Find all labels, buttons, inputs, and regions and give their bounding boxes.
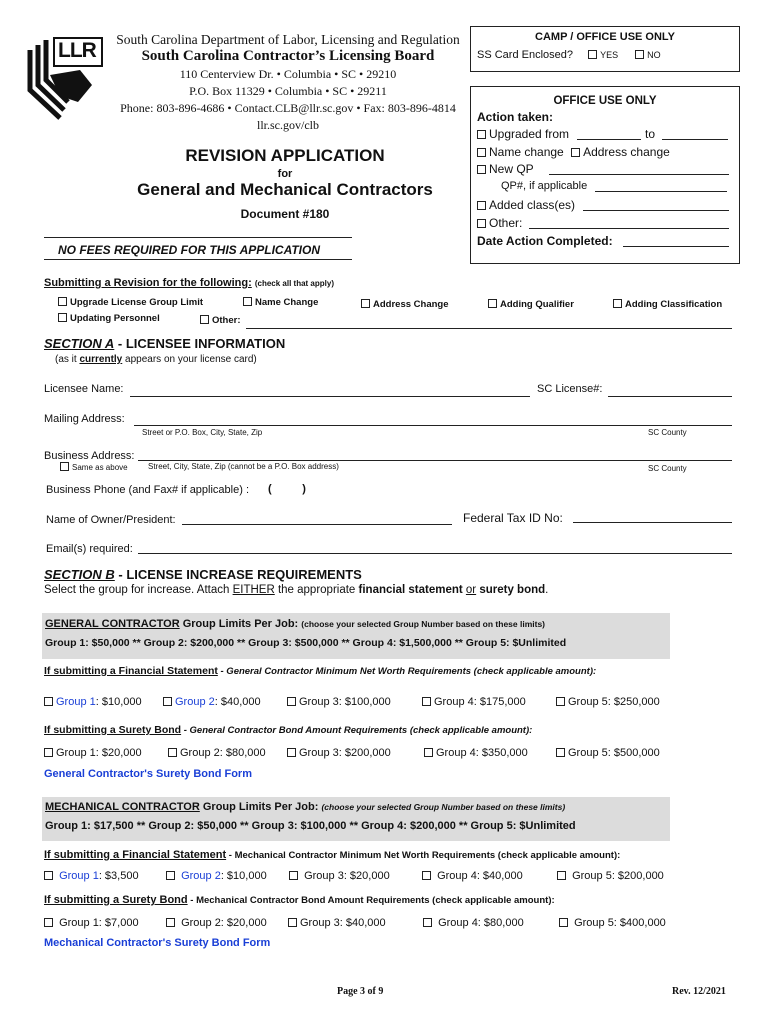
- address-change-office-label: Address change: [583, 145, 670, 159]
- other-field[interactable]: [246, 328, 732, 329]
- mc-fs-amount4: : $40,000: [476, 870, 523, 882]
- camp-title: CAMP / OFFICE USE ONLY: [535, 31, 675, 43]
- gc-surety-bond-form-link[interactable]: General Contractor's Surety Bond Form: [44, 768, 252, 780]
- address-line1: 110 Centerview Dr. • Columbia • SC • 29210: [179, 67, 397, 81]
- gc-fs-rest: - General Contractor Minimum Net Worth Requirements (check applicable amount):: [217, 666, 597, 677]
- same-as-above-label: Same as above: [72, 463, 128, 472]
- gc-title-rest: Group Limits Per Job:: [179, 618, 299, 630]
- gc-sb-group2-checkbox[interactable]: [168, 748, 177, 757]
- phone-line: Phone: 803-896-4686 • Contact.CLB@llr.sc.gov • Fax: 803-896-4814: [120, 101, 456, 115]
- mc-fs-group1: Group 1: [59, 870, 99, 882]
- mailing-label: Mailing Address:: [44, 413, 125, 425]
- opt-other[interactable]: [200, 315, 241, 326]
- gc-fs-group3: Group 3: [299, 696, 339, 708]
- org-line2: South Carolina Contractor’s Licensing Board: [141, 48, 435, 64]
- other-office-line[interactable]: [529, 228, 729, 229]
- page-number: Page 3 of 9: [337, 986, 384, 997]
- gc-sb-group4-checkbox[interactable]: [424, 748, 433, 757]
- business-phone-field[interactable]: ( ): [268, 483, 306, 495]
- updating-personnel-label: Updating Personnel: [70, 313, 160, 324]
- gc-fs-group2: Group 2: [175, 696, 215, 708]
- gc-fs-amount3: : $100,000: [338, 696, 391, 708]
- gc-fs-opt3[interactable]: [287, 696, 391, 708]
- ss-card-row: [477, 49, 739, 61]
- mailing-county-hint: SC County: [648, 428, 687, 437]
- gc-fs-group2-checkbox[interactable]: [163, 697, 172, 706]
- action-taken: Action taken:: [477, 110, 554, 124]
- section-b-heading: [44, 567, 362, 582]
- mc-fs-amount5: : $200,000: [611, 870, 664, 882]
- fed-tax-field[interactable]: [573, 522, 732, 523]
- address-change-checkbox[interactable]: [361, 299, 370, 308]
- address-line2: P.O. Box 11329 • Columbia • SC • 29211: [189, 84, 387, 98]
- mc-sb-label1: Group 1: $7,000: [59, 917, 139, 929]
- mc-sb-label5: Group 5: $400,000: [574, 917, 666, 929]
- gc-sb-opt1[interactable]: [44, 747, 142, 759]
- mc-fs-group4-checkbox[interactable]: [422, 871, 431, 880]
- adding-classification-label: Adding Classification: [625, 299, 723, 310]
- gc-sb-label2: Group 2: $80,000: [180, 747, 266, 759]
- llr-logo: [20, 30, 105, 120]
- same-as-above[interactable]: [60, 462, 128, 472]
- no-fees-underline: [44, 259, 352, 260]
- name-change-label: Name Change: [255, 297, 319, 308]
- gc-fs-amount5: : $250,000: [607, 696, 660, 708]
- mc-fs-group5-checkbox[interactable]: [557, 871, 566, 880]
- mc-sb-opt3[interactable]: [288, 917, 386, 929]
- ss-card-label: SS Card Enclosed?: [477, 49, 573, 61]
- note-pre: (as it: [55, 354, 80, 365]
- no-fees-notice: NO FEES REQUIRED FOR THIS APPLICATION: [58, 243, 321, 257]
- gc-fs-head: If submitting a Financial Statement: [44, 665, 218, 677]
- section-b-title: - LICENSE INCREASE REQUIREMENTS: [114, 567, 362, 582]
- no-fees-divider: [44, 237, 352, 238]
- mc-fs-head: If submitting a Financial Statement: [44, 849, 227, 861]
- upgrade-label: Upgrade License Group Limit: [70, 297, 204, 308]
- date-completed-label: Date Action Completed:: [477, 234, 613, 248]
- date-completed-line[interactable]: [623, 246, 729, 247]
- section-b-label: SECTION B: [44, 567, 115, 582]
- gc-fs-opt5[interactable]: [556, 696, 660, 708]
- gc-sb-label1: Group 1: $20,000: [56, 747, 142, 759]
- document-number: Document #180: [240, 207, 330, 221]
- business-hint: Street, City, State, Zip (cannot be a P.O. Box address): [148, 462, 339, 471]
- section-a-label: SECTION A: [44, 336, 115, 351]
- org-line1: South Carolina Department of Labor, Licensing and Regulation: [116, 32, 460, 47]
- mc-sb-rest: - Mechanical Contractor Bond Amount Requirements (check applicable amount):: [187, 895, 555, 906]
- agency-header: [108, 32, 468, 133]
- mc-fs-group1-checkbox[interactable]: [44, 871, 53, 880]
- other-office-label: Other:: [489, 216, 523, 230]
- mailing-hint: Street or P.O. Box, City, State, Zip: [142, 428, 263, 437]
- gc-sb-heading: [44, 724, 532, 736]
- opt-updating-personnel[interactable]: [58, 313, 160, 324]
- owner-field[interactable]: [182, 524, 452, 525]
- gc-fs-group3-checkbox[interactable]: [287, 697, 296, 706]
- gc-fs-opt2[interactable]: [163, 696, 261, 708]
- gc-fs-amount4: : $175,000: [473, 696, 526, 708]
- gc-sb-opt2[interactable]: [168, 747, 266, 759]
- gc-fs-group4: Group 4: [434, 696, 474, 708]
- gc-sb-group3-checkbox[interactable]: [287, 748, 296, 757]
- gc-fs-group5: Group 5: [568, 696, 608, 708]
- address-change-office-checkbox[interactable]: [571, 148, 580, 157]
- section-a-title: - LICENSEE INFORMATION: [114, 336, 286, 351]
- added-class-label: Added class(es): [489, 198, 576, 212]
- mc-sb-group4-checkbox[interactable]: [423, 918, 432, 927]
- mc-sb-label2: Group 2: $20,000: [181, 917, 267, 929]
- mc-note: (choose your selected Group Number based on these limits): [321, 802, 566, 812]
- form-subtitle: General and Mechanical Contractors: [137, 180, 433, 199]
- adding-qualifier-label: Adding Qualifier: [500, 299, 574, 310]
- new-qp-label: New QP: [489, 162, 534, 176]
- instr-either: EITHER: [232, 584, 275, 596]
- business-phone-label: Business Phone (and Fax# if applicable) :: [46, 484, 250, 496]
- note-post: appears on your license card): [122, 354, 257, 365]
- gc-note: (choose your selected Group Number based on these limits): [301, 619, 546, 629]
- section-a-heading: [44, 336, 285, 351]
- name-change-checkbox[interactable]: [243, 297, 252, 306]
- mc-limits-box: [42, 797, 670, 841]
- instr-fs: financial statement: [358, 584, 463, 596]
- section-b-instruction: [44, 584, 548, 596]
- added-class-line[interactable]: [583, 210, 729, 211]
- mc-surety-bond-form-link[interactable]: Mechanical Contractor's Surety Bond Form: [44, 937, 271, 949]
- mc-title: MECHANICAL CONTRACTOR: [45, 801, 200, 813]
- gc-fs-opt4[interactable]: [422, 696, 526, 708]
- qp-num-label: QP#, if applicable: [501, 180, 588, 192]
- mc-sb-label3: Group 3: $40,000: [300, 917, 386, 929]
- mc-fs-opt3[interactable]: [289, 870, 390, 882]
- ss-no-checkbox[interactable]: [635, 50, 644, 59]
- gc-limits-box: [42, 613, 670, 659]
- gc-title: GENERAL CONTRACTOR: [45, 618, 180, 630]
- adding-qualifier-checkbox[interactable]: [488, 299, 497, 308]
- upgraded-checkbox[interactable]: [477, 130, 486, 139]
- instr-sb: surety bond: [479, 584, 546, 596]
- gc-sb-rest: - General Contractor Bond Amount Requirements (check applicable amount):: [181, 725, 533, 736]
- ss-yes-checkbox[interactable]: [588, 50, 597, 59]
- to-label: to: [645, 127, 656, 141]
- revision-note: (check all that apply): [254, 279, 334, 288]
- mc-sb-opt4[interactable]: [423, 917, 524, 929]
- gc-fs-group1: Group 1: [56, 696, 96, 708]
- gc-sb-opt4[interactable]: [424, 747, 528, 759]
- new-qp-line[interactable]: [549, 174, 729, 175]
- mc-sb-label4: Group 4: $80,000: [438, 917, 524, 929]
- opt-upgrade[interactable]: [58, 297, 203, 308]
- gc-sb-label4: Group 4: $350,000: [436, 747, 528, 759]
- gc-fs-group5-checkbox[interactable]: [556, 697, 565, 706]
- name-change-office-label: Name change: [489, 145, 564, 159]
- mc-sb-group1-checkbox[interactable]: [44, 918, 53, 927]
- business-county-hint: SC County: [648, 464, 687, 473]
- revision-heading: [44, 277, 334, 289]
- mc-fs-group3: Group 3: [304, 870, 344, 882]
- address-change-label: Address Change: [373, 299, 449, 310]
- opt-adding-qualifier[interactable]: [488, 299, 574, 310]
- instr-or: or: [465, 584, 477, 596]
- gc-fs-opt1[interactable]: [44, 696, 142, 708]
- upgrade-checkbox[interactable]: [58, 297, 67, 306]
- gc-fs-group4-checkbox[interactable]: [422, 697, 431, 706]
- gc-sb-group5-checkbox[interactable]: [556, 748, 565, 757]
- mc-title-rest: Group Limits Per Job:: [199, 801, 319, 813]
- qp-num-line[interactable]: [595, 191, 727, 192]
- licensee-name-label: Licensee Name:: [44, 383, 124, 395]
- mc-sb-heading: [44, 894, 555, 906]
- gc-heading: [45, 618, 670, 630]
- licensee-name-field[interactable]: [130, 396, 530, 397]
- mc-fs-amount3: : $20,000: [343, 870, 390, 882]
- instr-pre: Select the group for increase. Attach: [44, 584, 233, 596]
- mc-sb-group2-checkbox[interactable]: [166, 918, 175, 927]
- instr-end: .: [545, 584, 549, 596]
- form-title-for: for: [277, 168, 293, 180]
- mc-fs-group4: Group 4: [437, 870, 477, 882]
- updating-personnel-checkbox[interactable]: [58, 313, 67, 322]
- mc-sb-opt2[interactable]: [166, 917, 267, 929]
- gc-fs-amount1: : $10,000: [95, 696, 142, 708]
- mc-fs-opt2[interactable]: [166, 870, 267, 882]
- ss-yes-label: YES: [600, 50, 619, 60]
- mc-sb-group3-checkbox[interactable]: [288, 918, 297, 927]
- form-title: REVISION APPLICATION: [185, 146, 385, 165]
- mc-fs-amount2: : $10,000: [220, 870, 267, 882]
- mc-limits: Group 1: $17,500 ** Group 2: $50,000 ** Group 3: $100,000 ** Group 4: $200,000 ** Group 5: $Unlimited: [45, 820, 576, 832]
- upgraded-label: Upgraded from: [489, 127, 570, 141]
- mc-fs-opt4[interactable]: [422, 870, 523, 882]
- gc-sb-opt5[interactable]: [556, 747, 660, 759]
- mailing-field[interactable]: [134, 425, 732, 426]
- camp-office-box: [470, 26, 740, 72]
- upgraded-to-line[interactable]: [662, 139, 728, 140]
- other-label: Other:: [212, 315, 241, 326]
- sc-license-field[interactable]: [608, 396, 732, 397]
- website: llr.sc.gov/clb: [257, 118, 319, 132]
- mc-fs-amount1: : $3,500: [98, 870, 139, 882]
- mc-sb-opt5[interactable]: [559, 917, 666, 929]
- owner-label: Name of Owner/President:: [46, 514, 176, 526]
- note-currently: currently: [79, 354, 123, 365]
- mc-fs-opt1[interactable]: [44, 870, 139, 882]
- business-field[interactable]: [138, 460, 732, 461]
- mc-fs-heading: [44, 849, 620, 861]
- email-label: Email(s) required:: [46, 543, 133, 555]
- gc-sb-label5: Group 5: $500,000: [568, 747, 660, 759]
- revision-date: Rev. 12/2021: [672, 986, 726, 997]
- revision-heading-text: Submitting a Revision for the following:: [44, 277, 252, 289]
- gc-sb-opt3[interactable]: [287, 747, 391, 759]
- gc-sb-head: If submitting a Surety Bond: [44, 724, 182, 736]
- opt-address-change[interactable]: [361, 299, 449, 310]
- mc-fs-group2: Group 2: [181, 870, 221, 882]
- mc-sb-head: If submitting a Surety Bond: [44, 894, 188, 906]
- opt-adding-classification[interactable]: [613, 299, 722, 310]
- email-field[interactable]: [138, 553, 732, 554]
- upgraded-from-line[interactable]: [577, 139, 641, 140]
- gc-sb-label3: Group 3: $200,000: [299, 747, 391, 759]
- mc-fs-group3-checkbox[interactable]: [289, 871, 298, 880]
- mc-sb-group5-checkbox[interactable]: [559, 918, 568, 927]
- mc-fs-group2-checkbox[interactable]: [166, 871, 175, 880]
- section-a-note: [55, 354, 257, 365]
- adding-classification-checkbox[interactable]: [613, 299, 622, 308]
- instr-mid: the appropriate: [274, 584, 359, 596]
- gc-fs-group1-checkbox[interactable]: [44, 697, 53, 706]
- gc-fs-heading: [44, 665, 596, 677]
- gc-fs-amount2: : $40,000: [214, 696, 261, 708]
- mc-fs-opt5[interactable]: [557, 870, 664, 882]
- fed-tax-label: Federal Tax ID No:: [463, 511, 563, 525]
- office-title: OFFICE USE ONLY: [553, 95, 657, 107]
- mc-sb-opt1[interactable]: [44, 917, 139, 929]
- mc-heading: [45, 801, 670, 813]
- ss-no-label: NO: [647, 50, 661, 60]
- same-as-above-checkbox[interactable]: [60, 462, 69, 471]
- gc-limits: Group 1: $50,000 ** Group 2: $200,000 ** Group 3: $500,000 ** Group 4: $1,500,000 ** Group 5: $Unlimited: [45, 637, 567, 649]
- gc-sb-group1-checkbox[interactable]: [44, 748, 53, 757]
- other-checkbox[interactable]: [200, 315, 209, 324]
- business-label: Business Address:: [44, 450, 135, 462]
- sc-license-label: SC License#:: [537, 383, 603, 395]
- logo-text: LLR: [58, 39, 96, 62]
- opt-name-change[interactable]: [243, 297, 318, 308]
- mc-fs-rest: - Mechanical Contractor Minimum Net Worth Requirements (check applicable amount):: [226, 850, 621, 861]
- mc-fs-group5: Group 5: [572, 870, 612, 882]
